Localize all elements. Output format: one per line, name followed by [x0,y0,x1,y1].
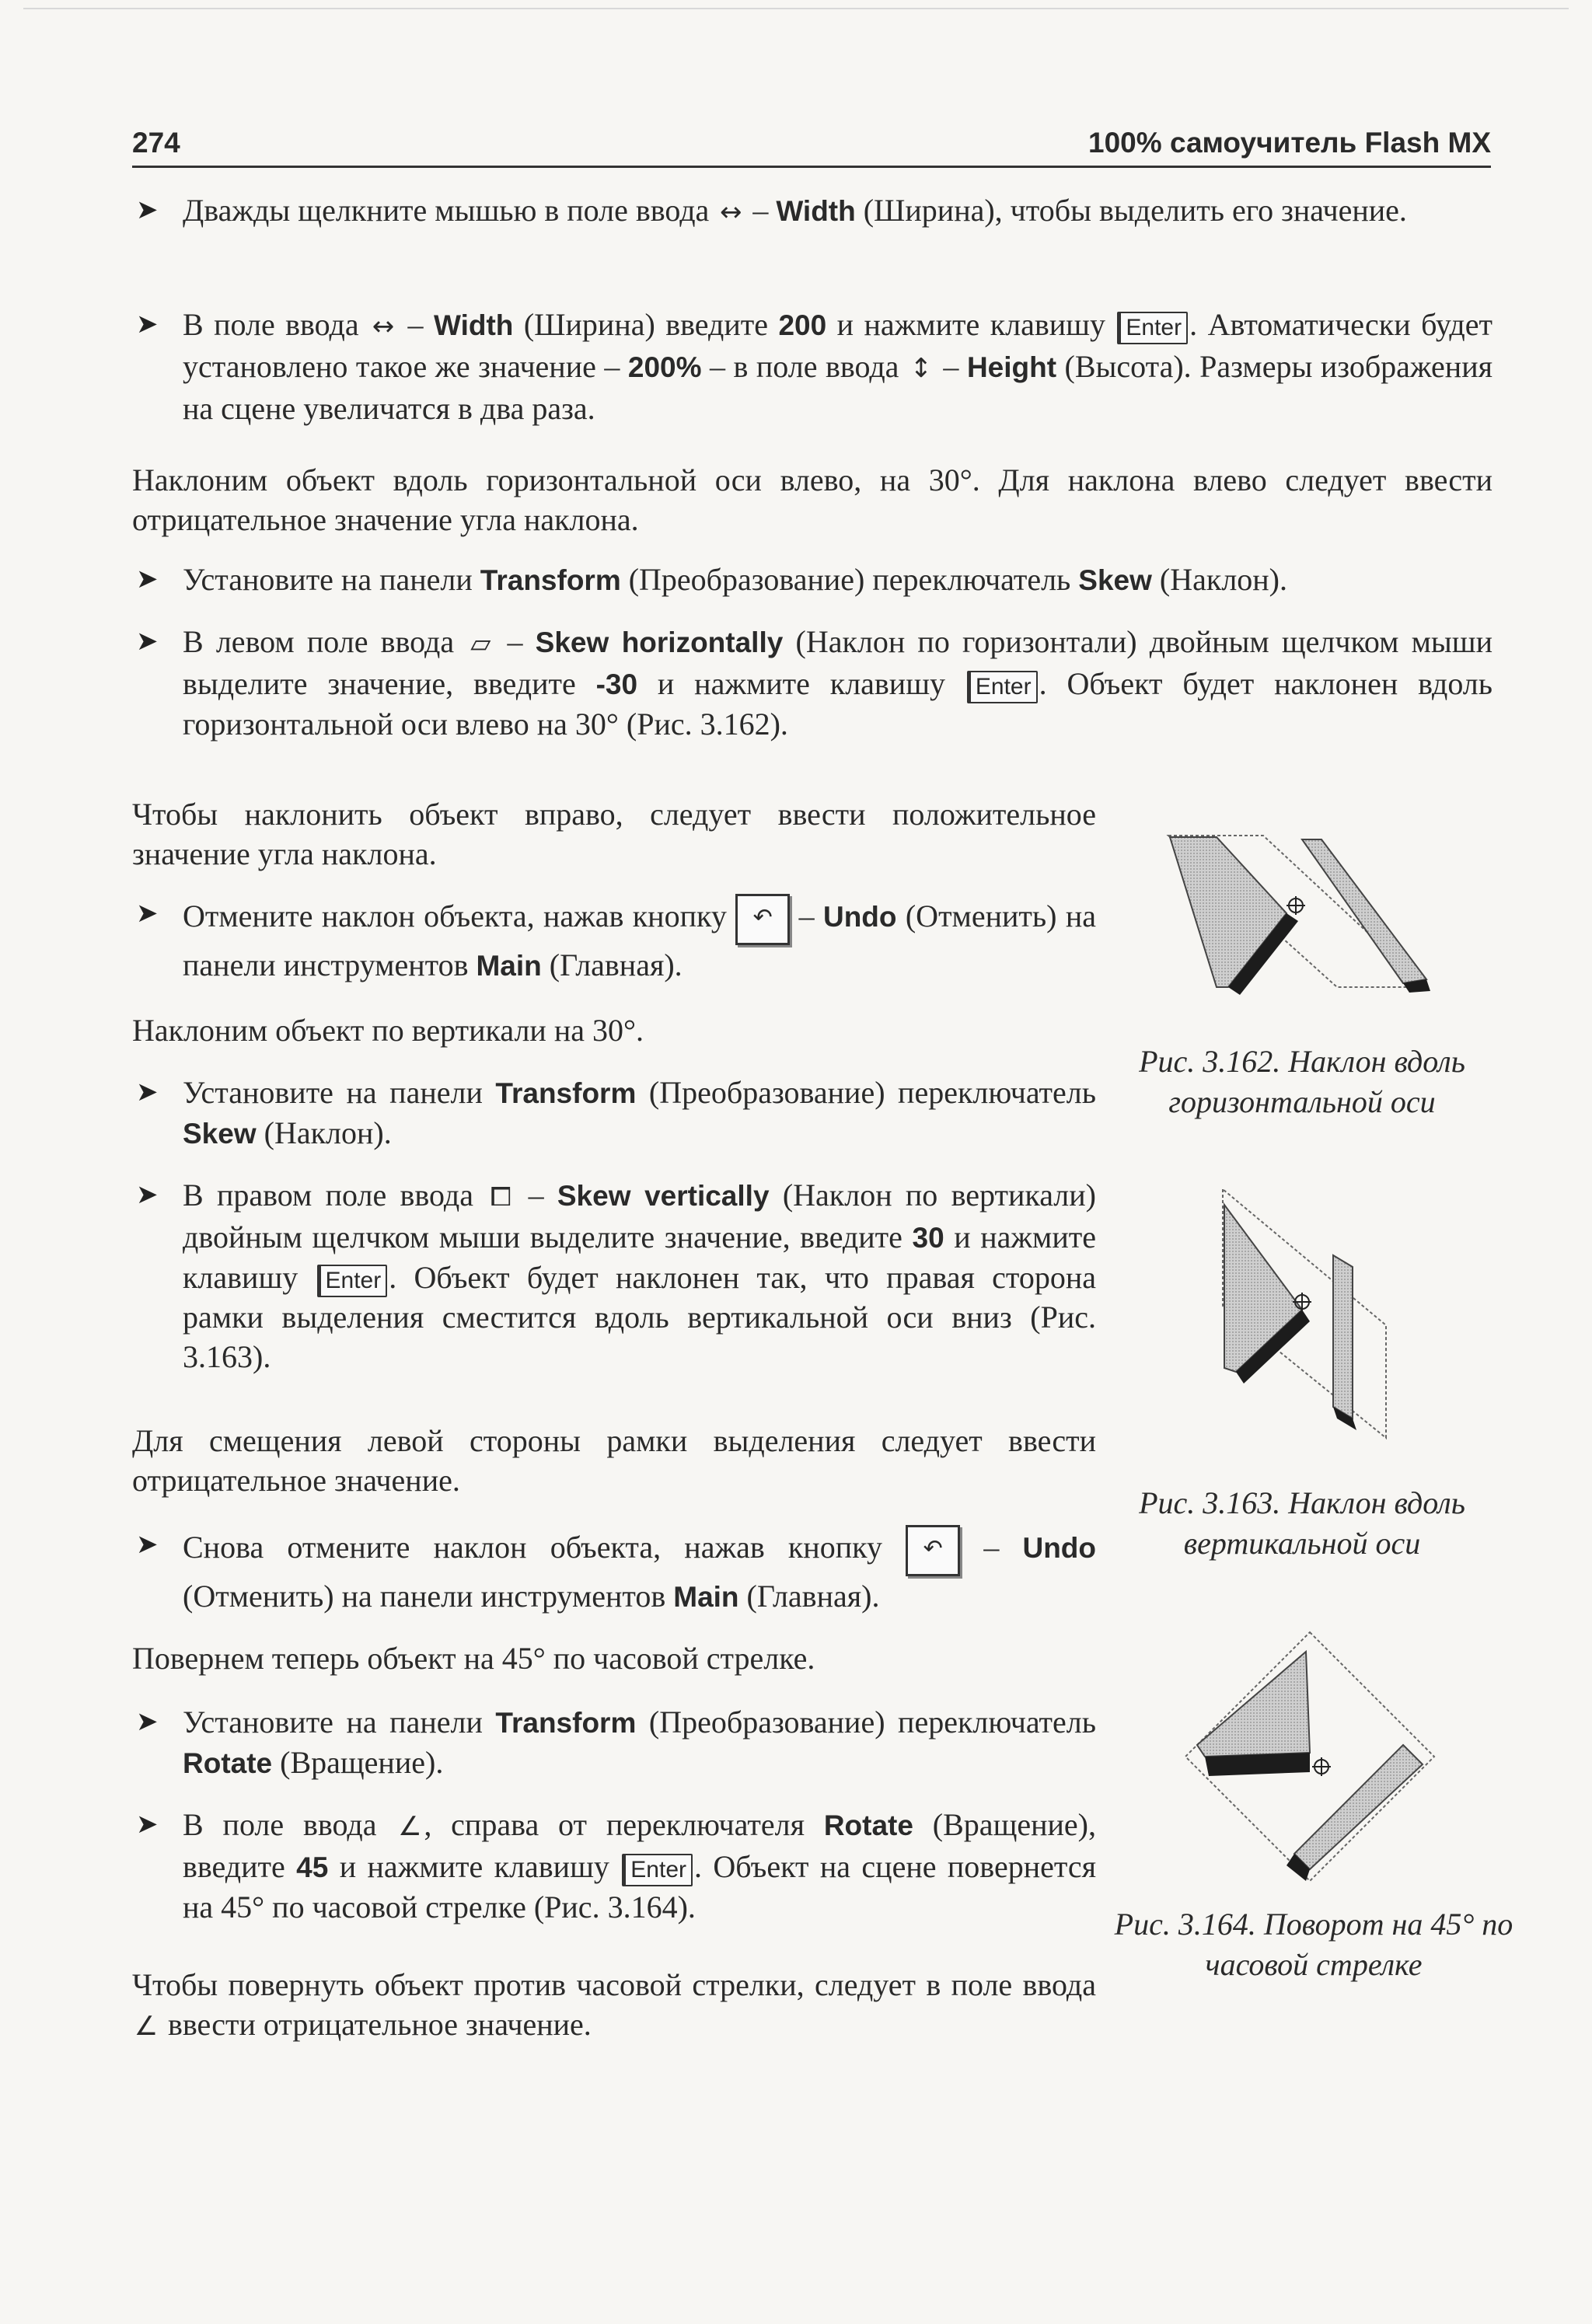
bullet-skew-vertically: ➤ В правом поле ввода ⧠ – Skew vertically (Наклон по вертикали) двойным щелчком мыши выделите значение, введите 30 и нажмите клавишу Enter . Объект будет наклонен так, что правая сторона рамки выделения сместится вдоль вертикальной оси вниз (Рис. 3.163). [132,1175,1096,1377]
bullet-double-click-width: ➤ Дважды щелкните мышью в поле ввода ↔ – Width (Ширина), чтобы выделить его значение. [132,190,1492,232]
rotate-angle-icon: ∠ [398,1811,422,1842]
figure-3-163-image [1217,1185,1395,1442]
arrow-bullet-icon: ➤ [136,196,159,225]
skew-horizontal-icon: ▱ [470,628,491,659]
paragraph-counter-rotate: Чтобы повернуть объект против часовой стрелки, следует в поле ввода ∠ ввести отрицательное значение. [132,1965,1096,2047]
enter-key: Enter [1117,312,1188,344]
undo-icon: ↶ [752,905,773,930]
arrow-bullet-icon: ➤ [136,899,159,928]
enter-key: Enter [317,1265,388,1297]
undo-button [735,894,790,945]
arrow-bullet-icon: ➤ [136,1181,159,1209]
page-number: 274 [132,127,180,159]
figure-3-164-image [1182,1628,1438,1885]
undo-button [906,1525,960,1576]
arrow-bullet-icon: ➤ [136,565,159,594]
figure-3-162-caption: Рис. 3.162. Наклон вдоль горизонтальной оси [1139,1044,1465,1119]
book-title: 100% самоучитель Flash MX [1088,127,1491,159]
figure-3-164-caption: Рис. 3.164. Поворот на 45° по часовой стрелке [1114,1907,1513,1982]
enter-key: Enter [622,1854,693,1886]
bullet-skew-horizontally: ➤ В левом поле ввода ▱ – Skew horizontally (Наклон по горизонтали) двойным щелчком мыши выделите значение, введите -30 и нажмите клавишу Enter . Объект будет наклонен вдоль горизонтальной оси влево на 30° (Рис. 3.162). [132,622,1492,744]
undo-icon: ↶ [923,1536,943,1562]
vertical-double-arrow-icon: ↕ [909,353,933,384]
page-header [132,127,1491,168]
paragraph-vertical-skew: Наклоним объект по вертикали на 30°. [132,1013,644,1048]
arrow-bullet-icon: ➤ [136,310,159,339]
bullet-undo-1: ➤ Отмените наклон объекта, нажав кнопку ↶ – Undo (Отменить) на панели инструментов Main (Главная). [132,894,1096,986]
arrow-bullet-icon: ➤ [136,627,159,656]
bullet-set-skew-2: ➤ Установите на панели Transform (Преобразование) переключатель Skew (Наклон). [132,1073,1096,1153]
enter-key: Enter [967,671,1038,703]
bullet-set-rotate: ➤ Установите на панели Transform (Преобразование) переключатель Rotate (Вращение). [132,1702,1096,1783]
figure-3-163-caption: Рис. 3.163. Наклон вдоль вертикальной оси [1139,1485,1465,1561]
paragraph-left-side: Для смещения левой стороны рамки выделения следует ввести отрицательное значение. [132,1423,1096,1498]
skew-vertical-icon: ⧠ [490,1181,511,1213]
paragraph-skew-intro: Наклоним объект вдоль горизонтальной оси влево, на 30°. Для наклона влево следует ввести отрицательное значение угла наклона. [132,462,1492,537]
arrow-bullet-icon: ➤ [136,1810,159,1839]
bullet-enter-width: ➤ В поле ввода ↔ – Width (Ширина) введите 200 и нажмите клавишу Enter . Автоматически будет установлено такое же значение – 200% – в поле ввода ↕ – Height (Высота). Размеры изображения на сцене увеличатся в два раза. [132,305,1492,428]
page-edge [23,8,1569,9]
paragraph-skew-right: Чтобы наклонить объект вправо, следует ввести положительное значение угла наклона. [132,797,1096,871]
bullet-undo-2: ➤ Снова отмените наклон объекта, нажав кнопку ↶ – Undo (Отменить) на панели инструментов Main (Главная). [132,1525,1096,1617]
bullet-rotate-45: ➤ В поле ввода ∠, справа от переключателя Rotate (Вращение), введите 45 и нажмите клавишу Enter . Объект на сцене повернется на 45° по часовой стрелке (Рис. 3.164). [132,1805,1096,1927]
horizontal-double-arrow-icon: ↔ [372,311,395,342]
horizontal-double-arrow-icon: ↔ [720,197,742,228]
arrow-bullet-icon: ➤ [136,1078,159,1107]
paragraph-rotate: Повернем теперь объект на 45° по часовой стрелке. [132,1641,815,1676]
arrow-bullet-icon: ➤ [136,1708,159,1736]
arrow-bullet-icon: ➤ [136,1530,159,1559]
figure-3-162-image [1162,828,1442,999]
bullet-set-skew: ➤ Установите на панели Transform (Преобразование) переключатель Skew (Наклон). [132,560,1492,600]
rotate-angle-icon: ∠ [134,2011,159,2042]
